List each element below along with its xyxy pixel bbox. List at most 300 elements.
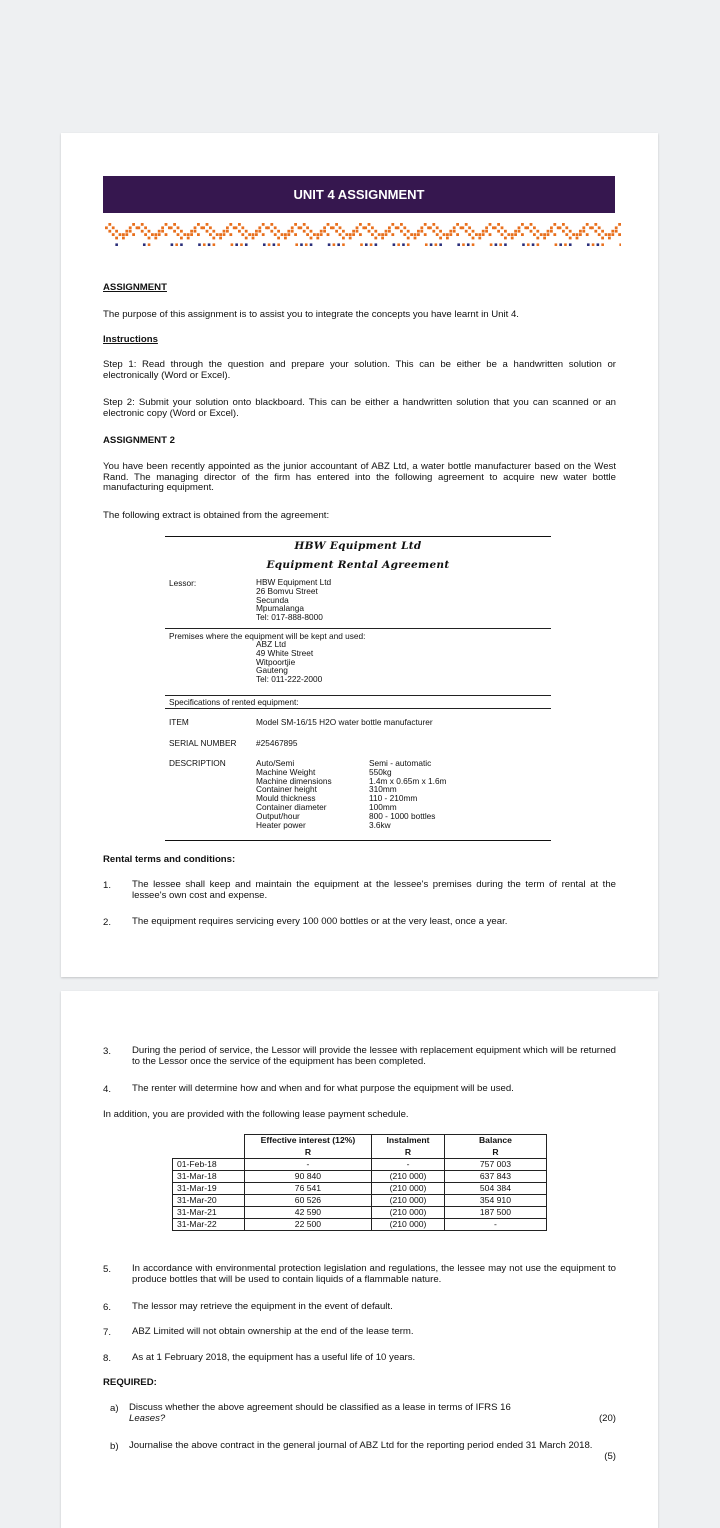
schedule-cell-instalment: (210 000) xyxy=(372,1207,445,1219)
term-number: 2. xyxy=(103,917,112,928)
schedule-intro: In addition, you are provided with the following lease payment schedule. xyxy=(103,1109,409,1120)
lessor-line: Secunda xyxy=(256,594,289,605)
pattern-tile xyxy=(154,233,157,236)
pattern-dot xyxy=(569,243,572,246)
item-label: ITEM xyxy=(169,717,189,727)
pattern-tile xyxy=(374,237,377,240)
pattern-dot xyxy=(360,243,363,246)
schedule-cell-date: 31-Mar-20 xyxy=(173,1195,245,1207)
schedule-row xyxy=(173,1195,547,1207)
pattern-dot xyxy=(555,243,558,246)
term-number: 8. xyxy=(103,1353,112,1364)
pattern-dot xyxy=(337,243,340,246)
pattern-dot xyxy=(532,243,535,246)
pattern-tile xyxy=(381,233,384,236)
spec-name: Machine Weight xyxy=(256,766,316,777)
schedule-cell-interest: 42 590 xyxy=(244,1207,371,1219)
pattern-tile xyxy=(165,233,168,236)
pattern-tile xyxy=(569,237,572,240)
pattern-tile xyxy=(287,230,290,233)
pattern-tile xyxy=(144,233,147,236)
pattern-tile xyxy=(310,230,313,233)
pattern-tile xyxy=(456,233,459,236)
pattern-tile xyxy=(410,233,413,236)
premises-line: ABZ Ltd xyxy=(256,639,286,649)
pattern-tile xyxy=(180,230,183,233)
pattern-tile xyxy=(407,237,410,240)
pattern-tile xyxy=(514,233,517,236)
pattern-tile xyxy=(436,233,439,236)
pattern-dot xyxy=(148,243,151,246)
pattern-dot xyxy=(245,243,248,246)
pattern-dot xyxy=(235,243,238,246)
pattern-tile xyxy=(536,230,539,233)
pattern-tile xyxy=(381,237,384,240)
pattern-tile xyxy=(530,223,533,226)
pattern-tile xyxy=(270,223,273,226)
pattern-tile xyxy=(258,226,261,229)
pattern-tile xyxy=(497,230,500,233)
schedule-row xyxy=(173,1219,547,1231)
pattern-tile xyxy=(618,233,621,236)
pattern-tile xyxy=(576,233,579,236)
pattern-tile xyxy=(598,226,601,229)
pattern-tile xyxy=(494,226,497,229)
pattern-tile xyxy=(572,233,575,236)
pattern-dot xyxy=(495,243,498,246)
pattern-tile xyxy=(241,233,244,236)
spec-name: Output/hour xyxy=(256,810,300,821)
spec-name: Machine dimensions xyxy=(256,775,332,786)
pattern-dot xyxy=(522,243,525,246)
pattern-tile xyxy=(504,237,507,240)
lessor-line: Tel: 017-888-8000 xyxy=(256,612,323,623)
premises-line: 49 White Street xyxy=(256,647,314,658)
pattern-tile xyxy=(258,230,261,233)
pattern-tile xyxy=(226,226,229,229)
term-text: In accordance with environmental protection legislation and regulations, the lessee may not use the equipment to produce bottles that will be used to contain liquids of a flammable nature. xyxy=(132,1263,616,1285)
pattern-tile xyxy=(371,226,374,229)
pattern-tile xyxy=(255,230,258,233)
pattern-tile xyxy=(443,233,446,236)
pattern-tile xyxy=(615,226,618,229)
required-b-text xyxy=(129,1440,616,1462)
pattern-dot xyxy=(425,243,428,246)
pattern-tile xyxy=(507,233,510,236)
description-label: DESCRIPTION xyxy=(169,758,226,768)
pattern-tile xyxy=(364,226,367,229)
premises-line: Gauteng xyxy=(256,665,288,676)
spec-name: Container height xyxy=(256,784,317,795)
pattern-dot xyxy=(180,243,183,246)
pattern-tile xyxy=(449,233,452,236)
decorative-pattern xyxy=(105,217,621,253)
pattern-dot xyxy=(198,243,201,246)
spec-value: 550kg xyxy=(369,766,392,777)
pattern-tile xyxy=(511,237,514,240)
pattern-tile xyxy=(306,226,309,229)
pattern-tile xyxy=(482,230,485,233)
term-text: ABZ Limited will not obtain ownership at the end of the lease term. xyxy=(132,1326,414,1337)
pattern-tile xyxy=(449,230,452,233)
pattern-tile xyxy=(550,226,553,229)
pattern-dot xyxy=(305,243,308,246)
pattern-tile xyxy=(482,233,485,236)
document-page-1 xyxy=(61,133,658,977)
document-page-2 xyxy=(61,991,658,1528)
pattern-tile xyxy=(582,226,585,229)
pattern-tile xyxy=(526,226,529,229)
pattern-tile xyxy=(219,237,222,240)
pattern-tile xyxy=(161,226,164,229)
pattern-tile xyxy=(582,230,585,233)
schedule-row xyxy=(173,1159,547,1171)
pattern-dot xyxy=(310,243,313,246)
pattern-tile xyxy=(335,230,338,233)
pattern-tile xyxy=(173,223,176,226)
pattern-tile xyxy=(108,223,111,226)
pattern-tile xyxy=(417,230,420,233)
term-number: 7. xyxy=(103,1327,112,1338)
pattern-tile xyxy=(125,233,128,236)
term-text: The lessee shall keep and maintain the equipment at the lessee's premises during the term of rental at the lessee's own cost and expense. xyxy=(132,879,616,901)
pattern-tile xyxy=(591,226,594,229)
premises-address xyxy=(256,640,322,684)
pattern-tile xyxy=(194,230,197,233)
schedule-cell-instalment: - xyxy=(372,1159,445,1171)
pattern-tile xyxy=(429,226,432,229)
pattern-tile xyxy=(598,233,601,236)
pattern-tile xyxy=(562,223,565,226)
pattern-dot xyxy=(365,243,368,246)
spec-value: 800 - 1000 bottles xyxy=(369,810,436,821)
schedule-cell-date: 31-Mar-22 xyxy=(173,1219,245,1231)
pattern-tile xyxy=(349,237,352,240)
pattern-tile xyxy=(339,226,342,229)
term-number: 3. xyxy=(103,1046,112,1057)
pattern-tile xyxy=(252,233,255,236)
pattern-tile xyxy=(303,230,306,233)
schedule-unit: R xyxy=(372,1147,445,1159)
pattern-tile xyxy=(489,233,492,236)
pattern-dot xyxy=(430,243,433,246)
pattern-tile xyxy=(378,233,381,236)
pattern-tile xyxy=(206,230,209,233)
pattern-tile xyxy=(594,230,597,233)
required-b-marks: (5) xyxy=(604,1450,616,1462)
pattern-tile xyxy=(536,237,539,240)
pattern-tile xyxy=(615,230,618,233)
pattern-tile xyxy=(299,226,302,229)
pattern-tile xyxy=(274,233,277,236)
serial-value: #25467895 xyxy=(256,738,298,748)
pattern-tile xyxy=(388,230,391,233)
pattern-dot xyxy=(370,243,373,246)
pattern-tile xyxy=(446,233,449,236)
pattern-tile xyxy=(277,230,280,233)
pattern-tile xyxy=(212,237,215,240)
pattern-dot xyxy=(268,243,271,246)
pattern-tile xyxy=(342,230,345,233)
pattern-tile xyxy=(190,233,193,236)
pattern-tile xyxy=(472,230,475,233)
spec-name: Auto/Semi xyxy=(256,758,295,768)
pattern-tile xyxy=(356,226,359,229)
pattern-tile xyxy=(202,226,205,229)
pattern-tile xyxy=(170,226,173,229)
pattern-tile xyxy=(352,230,355,233)
pattern-dot xyxy=(342,243,345,246)
pattern-tile xyxy=(436,226,439,229)
pattern-tile xyxy=(197,233,200,236)
term-text: During the period of service, the Lessor will provide the lessee with replacement equipment which will be returned to the Lessor once the service of the equipment has been completed. xyxy=(132,1045,616,1067)
pattern-dot xyxy=(263,243,266,246)
pattern-tile xyxy=(518,226,521,229)
pattern-tile xyxy=(148,230,151,233)
pattern-tile xyxy=(559,226,562,229)
unit-banner: UNIT 4 ASSIGNMENT xyxy=(103,176,615,213)
required-a-standard: Leases? xyxy=(129,1412,166,1424)
lessor-line: Mpumalanga xyxy=(256,603,304,614)
pattern-tile xyxy=(125,230,128,233)
schedule-cell-interest: 76 541 xyxy=(244,1183,371,1195)
schedule-row xyxy=(173,1171,547,1183)
pattern-tile xyxy=(291,230,294,233)
pattern-tile xyxy=(420,230,423,233)
pattern-dot xyxy=(328,243,331,246)
term-text: The lessor may retrieve the equipment in the event of default. xyxy=(132,1301,393,1312)
pattern-tile xyxy=(158,230,161,233)
pattern-tile xyxy=(316,233,319,236)
pattern-tile xyxy=(391,223,394,226)
term-number: 1. xyxy=(103,880,112,891)
pattern-tile xyxy=(165,223,168,226)
pattern-tile xyxy=(173,230,176,233)
pattern-tile xyxy=(206,223,209,226)
pattern-tile xyxy=(533,226,536,229)
pattern-tile xyxy=(115,230,118,233)
pattern-dot xyxy=(597,243,600,246)
pattern-tile xyxy=(407,230,410,233)
pattern-dot xyxy=(601,243,604,246)
agreement-top-rule xyxy=(165,536,551,537)
pattern-dot xyxy=(457,243,460,246)
assignment-heading: ASSIGNMENT xyxy=(103,282,167,293)
pattern-tile xyxy=(108,230,111,233)
pattern-tile xyxy=(339,233,342,236)
pattern-dot xyxy=(587,243,590,246)
term-number: 5. xyxy=(103,1264,112,1275)
premises-line: Witpoortjie xyxy=(256,656,296,667)
pattern-dot xyxy=(277,243,280,246)
pattern-tile xyxy=(209,233,212,236)
pattern-tile xyxy=(608,233,611,236)
pattern-tile xyxy=(144,226,147,229)
pattern-tile xyxy=(238,223,241,226)
pattern-tile xyxy=(540,233,543,236)
schedule-cell-balance: 187 500 xyxy=(444,1207,546,1219)
spec-value: 100mm xyxy=(369,801,397,812)
pattern-tile xyxy=(306,233,309,236)
pattern-tile xyxy=(547,233,550,236)
agreement-company: HBW Equipment Ltd xyxy=(294,540,422,552)
pattern-tile xyxy=(148,237,151,240)
pattern-tile xyxy=(281,233,284,236)
pattern-tile xyxy=(388,226,391,229)
pattern-tile xyxy=(277,237,280,240)
pattern-tile xyxy=(132,223,135,226)
pattern-tile xyxy=(177,226,180,229)
pattern-tile xyxy=(216,233,219,236)
pattern-tile xyxy=(132,233,135,236)
pattern-tile xyxy=(349,233,352,236)
pattern-tile xyxy=(323,230,326,233)
term-text: The equipment requires servicing every 100 000 bottles or at the very least, once a year. xyxy=(132,916,508,927)
pattern-dot xyxy=(231,243,234,246)
pattern-tile xyxy=(294,223,297,226)
pattern-tile xyxy=(262,233,265,236)
pattern-tile xyxy=(565,226,568,229)
agreement-bottom-rule xyxy=(165,840,551,841)
pattern-tile xyxy=(151,233,154,236)
spec-name: Mould thickness xyxy=(256,793,316,804)
pattern-tile xyxy=(345,233,348,236)
pattern-tile xyxy=(521,233,524,236)
pattern-dot xyxy=(490,243,493,246)
intro-paragraph: You have been recently appointed as the junior accountant of ABZ Ltd, a water bottle manufacturer based on the West Rand. The managing director of the firm has entered into the following agreement to acquire new water bottle manufacturing equipment. xyxy=(103,461,616,493)
pattern-tile xyxy=(141,223,144,226)
lessor-address xyxy=(256,578,331,622)
schedule-cell-instalment: (210 000) xyxy=(372,1195,445,1207)
pattern-tile xyxy=(238,230,241,233)
agreement-rule xyxy=(165,708,551,709)
schedule-unit: R xyxy=(244,1147,371,1159)
pattern-tile xyxy=(180,237,183,240)
pattern-tile xyxy=(212,230,215,233)
pattern-dot xyxy=(467,243,470,246)
pattern-dot xyxy=(300,243,303,246)
pattern-tile xyxy=(478,233,481,236)
pattern-tile xyxy=(187,233,190,236)
premises-line: Tel: 011-222-2000 xyxy=(256,674,323,685)
pattern-tile xyxy=(611,230,614,233)
pattern-tile xyxy=(468,226,471,229)
lease-payment-schedule xyxy=(172,1134,547,1231)
pattern-tile xyxy=(414,233,417,236)
required-b-label: b) xyxy=(110,1441,119,1452)
schedule-cell-balance: 757 003 xyxy=(444,1159,546,1171)
pattern-tile xyxy=(501,233,504,236)
pattern-tile xyxy=(453,226,456,229)
pattern-dot xyxy=(402,243,405,246)
term-number: 6. xyxy=(103,1302,112,1313)
pattern-tile xyxy=(291,226,294,229)
pattern-tile xyxy=(439,237,442,240)
required-a-label: a) xyxy=(110,1403,119,1414)
pattern-tile xyxy=(424,233,427,236)
schedule-column-header: Balance xyxy=(444,1135,546,1147)
schedule-cell-balance: 504 384 xyxy=(444,1183,546,1195)
instructions-heading: Instructions xyxy=(103,334,158,345)
pattern-tile xyxy=(255,233,258,236)
spec-value: Semi - automatic xyxy=(369,758,432,768)
pattern-tile xyxy=(223,233,226,236)
pattern-tile xyxy=(417,233,420,236)
pattern-tile xyxy=(403,233,406,236)
pattern-tile xyxy=(122,233,125,236)
pattern-tile xyxy=(605,233,608,236)
pattern-tile xyxy=(579,233,582,236)
lessor-line: HBW Equipment Ltd xyxy=(256,577,332,587)
pattern-tile xyxy=(105,226,108,229)
pattern-tile xyxy=(335,223,338,226)
required-a-marks: (20) xyxy=(598,1412,616,1424)
pattern-tile xyxy=(586,233,589,236)
pattern-tile xyxy=(129,230,132,233)
pattern-tile xyxy=(543,237,546,240)
schedule-row xyxy=(173,1207,547,1219)
pattern-tile xyxy=(219,233,222,236)
schedule-cell-date: 01-Feb-18 xyxy=(173,1159,245,1171)
pattern-dot xyxy=(203,243,206,246)
pattern-tile xyxy=(420,226,423,229)
pattern-tile xyxy=(187,237,190,240)
pattern-tile xyxy=(262,223,265,226)
pattern-tile xyxy=(342,237,345,240)
pattern-tile xyxy=(209,226,212,229)
pattern-tile xyxy=(403,226,406,229)
pattern-tile xyxy=(586,223,589,226)
pattern-tile xyxy=(368,230,371,233)
pattern-tile xyxy=(359,233,362,236)
pattern-tile xyxy=(252,237,255,240)
pattern-tile xyxy=(553,223,556,226)
agreement-title: Equipment Rental Agreement xyxy=(266,559,450,571)
pattern-dot xyxy=(439,243,442,246)
pattern-tile xyxy=(245,230,248,233)
premises-label: Premises where the equipment will be kept and used: xyxy=(169,631,366,641)
pattern-tile xyxy=(352,233,355,236)
pattern-tile xyxy=(183,233,186,236)
lessor-label: Lessor: xyxy=(169,578,197,588)
pattern-tile xyxy=(327,223,330,226)
spec-value: 110 - 210mm xyxy=(369,793,418,804)
schedule-cell-date: 31-Mar-21 xyxy=(173,1207,245,1219)
step-1-text: Step 1: Read through the question and prepare your solution. This can be either be a handwritten solution or electronically (Word or Excel). xyxy=(103,359,616,381)
pattern-tile xyxy=(122,237,125,240)
pattern-tile xyxy=(235,226,238,229)
schedule-cell-balance: - xyxy=(444,1219,546,1231)
pattern-tile xyxy=(385,233,388,236)
schedule-row xyxy=(173,1183,547,1195)
spec-name: Container diameter xyxy=(256,801,327,812)
pattern-tile xyxy=(229,233,232,236)
pattern-dot xyxy=(472,243,475,246)
pattern-tile xyxy=(521,223,524,226)
pattern-tile xyxy=(485,230,488,233)
spec-value: 3.6kw xyxy=(369,819,391,830)
pattern-tile xyxy=(397,226,400,229)
pattern-tile xyxy=(229,223,232,226)
pattern-tile xyxy=(446,237,449,240)
pattern-tile xyxy=(432,230,435,233)
pattern-tile xyxy=(608,237,611,240)
pattern-tile xyxy=(465,230,468,233)
pattern-tile xyxy=(294,233,297,236)
pattern-tile xyxy=(489,223,492,226)
pattern-tile xyxy=(501,226,504,229)
schedule-cell-date: 31-Mar-19 xyxy=(173,1183,245,1195)
